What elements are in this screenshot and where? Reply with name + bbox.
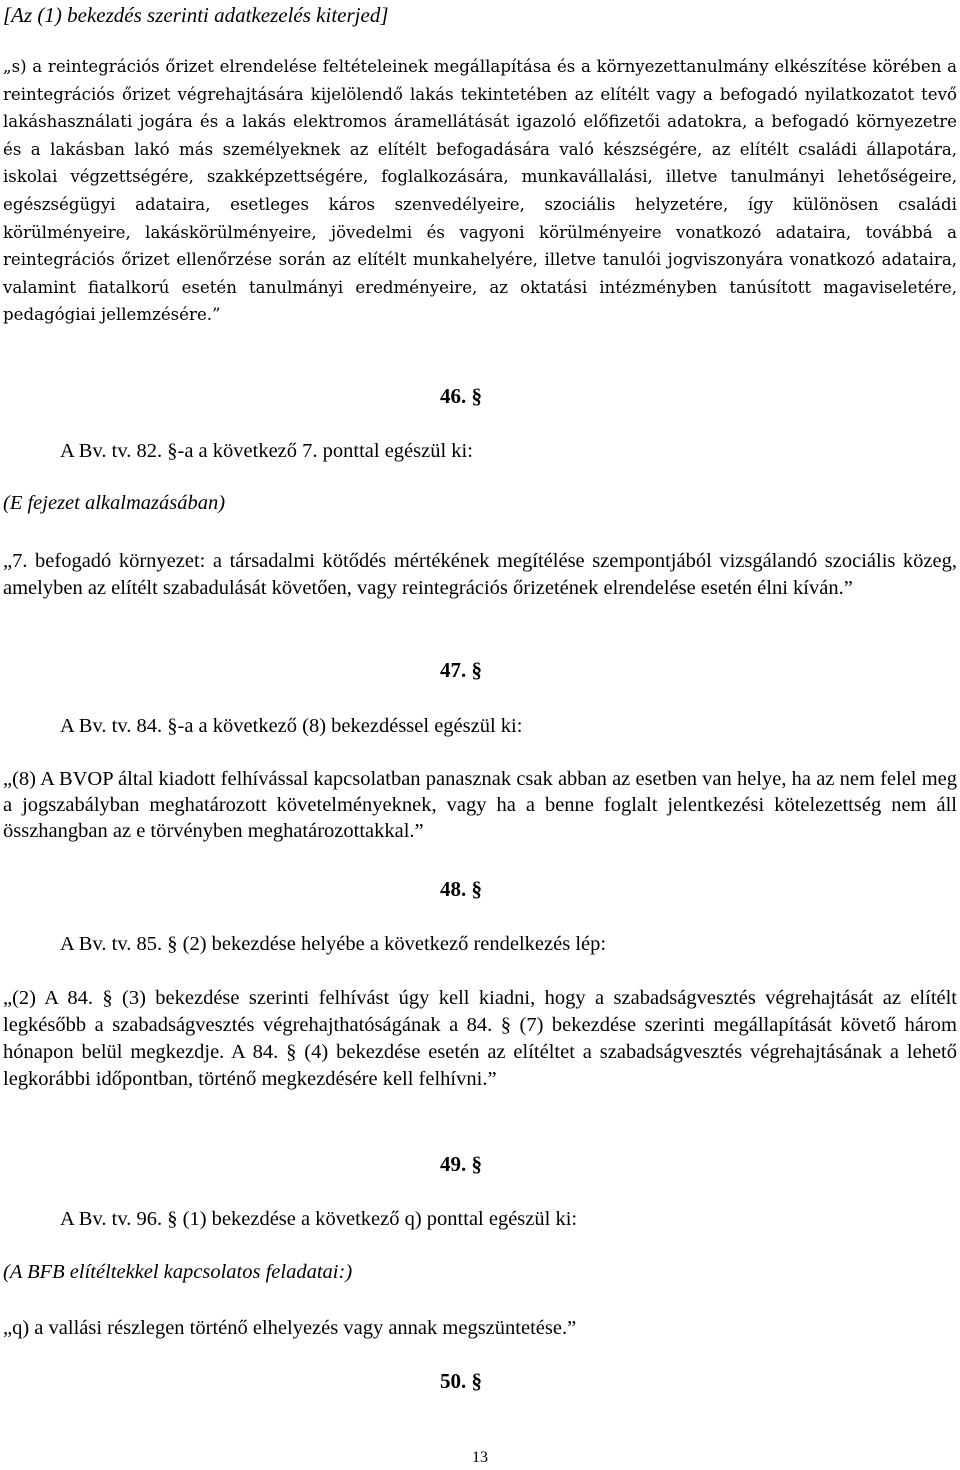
section-48-heading: 48. §: [440, 877, 482, 901]
section-46-context: (E fejezet alkalmazásában): [3, 492, 226, 514]
section-46-heading: 46. §: [440, 384, 482, 408]
paragraph-s: „s) a reintegrációs őrizet elrendelése feltételeinek megállapítása és a környezettanulmány elkészítése körében a reintegrációs őrizet végrehajtására kijelölendő lakás tekintetében az elítélt vagy a befogadó nyilatkozatot tevő lakáshasználati jogára és a lakás elektromos áramellátását igazoló előfizetői adatokra, a befogadó környezetre és a lakásban lakó más személyeknek az elítélt befogadására való készségére, az elítélt családi állapotára, iskolai végzettségére, szakképzettségére, foglalkozására, munkavállalási, illetve tanulmányi lehetőségeire, egészségügyi adataira, esetleges káros szenvedélyeire, szociális helyzetére, így különösen családi körülményeire, lakáskörülményeire, jövedelmi és vagyoni körülményeire vonatkozó adataira, továbbá a reintegrációs őrizet ellenőrzése során az elítélt munkahelyére, illetve tanulói jogviszonyára vonatkozó adataira, valamint fiatalkorú esetén tanulmányi eredményeire, az oktatási intézményben tanúsított magaviseletére, pedagógiai jellemzésére.”: [3, 57, 957, 325]
section-49-heading: 49. §: [440, 1152, 482, 1176]
section-49-intro: A Bv. tv. 96. § (1) bekezdése a következő q) ponttal egészül ki:: [60, 1208, 578, 1230]
section-46-intro: A Bv. tv. 82. §-a a következő 7. ponttal egészül ki:: [60, 440, 473, 462]
context-heading-top: [Az (1) bekezdés szerinti adatkezelés kiterjed]: [3, 3, 389, 27]
page-number: 13: [472, 1449, 488, 1466]
section-48-intro: A Bv. tv. 85. § (2) bekezdése helyébe a következő rendelkezés lép:: [60, 933, 607, 955]
section-50-heading: 50. §: [440, 1369, 482, 1393]
section-49-text: „q) a vallási részlegen történő elhelyezés vagy annak megszüntetése.”: [3, 1317, 577, 1339]
section-48-text: „(2) A 84. § (3) bekezdése szerinti felhívást úgy kell kiadni, hogy a szabadságvesztés végrehajtását az elítélt legkésőbb a szabadságvesztés végrehajthatóságának a 84. § (7) bekezdése szerinti megállapítását követő három hónapon belül megkezdje. A 84. § (4) bekezdése esetén az elítéltet a szabadságvesztés végrehajtásának a lehető legkorábbi időpontban, történő megkezdésére kell felhívni.”: [3, 987, 957, 1090]
section-47-intro: A Bv. tv. 84. §-a a következő (8) bekezdéssel egészül ki:: [60, 715, 523, 737]
section-49-context: (A BFB elítéltekkel kapcsolatos feladatai:): [3, 1261, 353, 1283]
section-46-text: „7. befogadó környezet: a társadalmi kötődés mértékének megítélése szempontjából vizsgálandó szociális közeg, amelyben az elítélt szabadulását követően, vagy reintegrációs őrizetének elrendelése esetén élni kíván.”: [3, 550, 957, 599]
section-47-heading: 47. §: [440, 658, 482, 682]
section-47-text: „(8) A BVOP által kiadott felhívással kapcsolatban panasznak csak abban az esetben van helye, ha az nem felel meg a jogszabályban meghatározott követelményeknek, vagy ha a benne foglalt jelentkezési kötelezettség nem áll összhangban az e törvényben meghatározottakkal.”: [3, 768, 957, 842]
